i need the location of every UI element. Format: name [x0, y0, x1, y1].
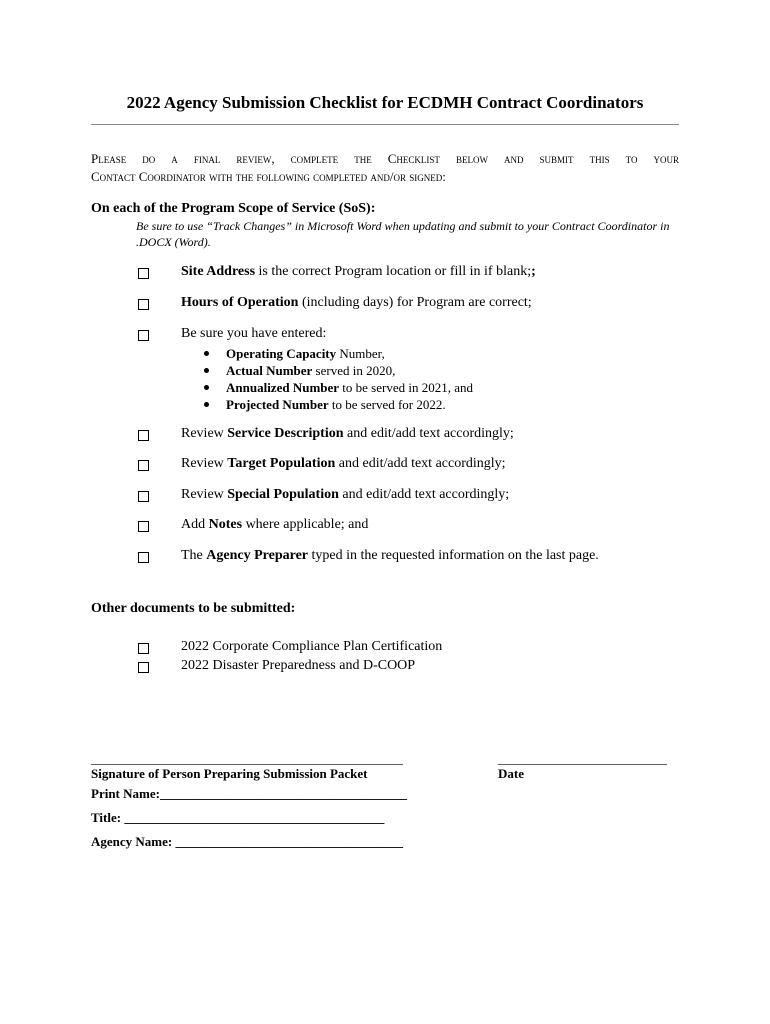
checklist-text: Review Special Population and edit/add text accordingly; [181, 487, 510, 502]
title-field[interactable]: Title: ________________________________________ [91, 810, 385, 825]
checklist-text: Be sure you have entered: [181, 326, 327, 341]
signature-label: Signature of Person Preparing Submission Packet [91, 766, 368, 781]
sos-heading: On each of the Program Scope of Service (SoS): [91, 201, 376, 216]
date-line[interactable]: __________________________ [498, 751, 667, 766]
list-item: Projected Number to be served for 2022. [202, 396, 473, 413]
checklist-text: Site Address is the correct Program location or fill in if blank;; [181, 264, 536, 279]
checkbox[interactable] [138, 268, 149, 279]
checklist-text: 2022 Corporate Compliance Plan Certification [181, 639, 443, 654]
checkbox[interactable] [138, 521, 149, 532]
checklist-text: Add Notes where applicable; and [181, 517, 369, 532]
list-item: Operating Capacity Number, [202, 345, 473, 362]
print-name-field[interactable]: Print Name:______________________________________ [91, 786, 407, 801]
checkbox[interactable] [138, 662, 149, 673]
checkbox[interactable] [138, 491, 149, 502]
checkbox[interactable] [138, 430, 149, 441]
checkbox[interactable] [138, 330, 149, 341]
bullet-list [202, 345, 473, 413]
signature-line[interactable]: ________________________________________________ [91, 751, 403, 766]
agency-name-field[interactable]: Agency Name: ___________________________________ [91, 834, 403, 849]
checkbox[interactable] [138, 460, 149, 471]
title-divider [91, 124, 679, 125]
intro-paragraph [91, 150, 679, 186]
checklist-text: 2022 Disaster Preparedness and D-COOP [181, 658, 416, 673]
checkbox[interactable] [138, 552, 149, 563]
checkbox[interactable] [138, 299, 149, 310]
checklist-text: The Agency Preparer typed in the requested information on the last page. [181, 548, 599, 563]
sos-note: Be sure to use “Track Changes” in Microsoft Word when updating and submit to your Contract Coordinator in .DOCX (Word). [136, 219, 670, 249]
intro-line-2: Contact Coordinator with the following completed and/or signed: [91, 169, 446, 184]
checkbox[interactable] [138, 643, 149, 654]
intro-line-1: Please do a final review, complete the Checklist below and submit this to your [91, 151, 679, 166]
list-item: Actual Number served in 2020, [202, 362, 473, 379]
other-documents-heading: Other documents to be submitted: [91, 601, 296, 616]
checklist-text: Review Service Description and edit/add text accordingly; [181, 426, 514, 441]
list-item: Annualized Number to be served in 2021, and [202, 379, 473, 396]
page-title: 2022 Agency Submission Checklist for ECDMH Contract Coordinators [126, 93, 644, 112]
checklist-text: Hours of Operation (including days) for Program are correct; [181, 295, 532, 310]
checklist-text: Review Target Population and edit/add text accordingly; [181, 456, 506, 471]
date-label: Date [498, 766, 524, 781]
